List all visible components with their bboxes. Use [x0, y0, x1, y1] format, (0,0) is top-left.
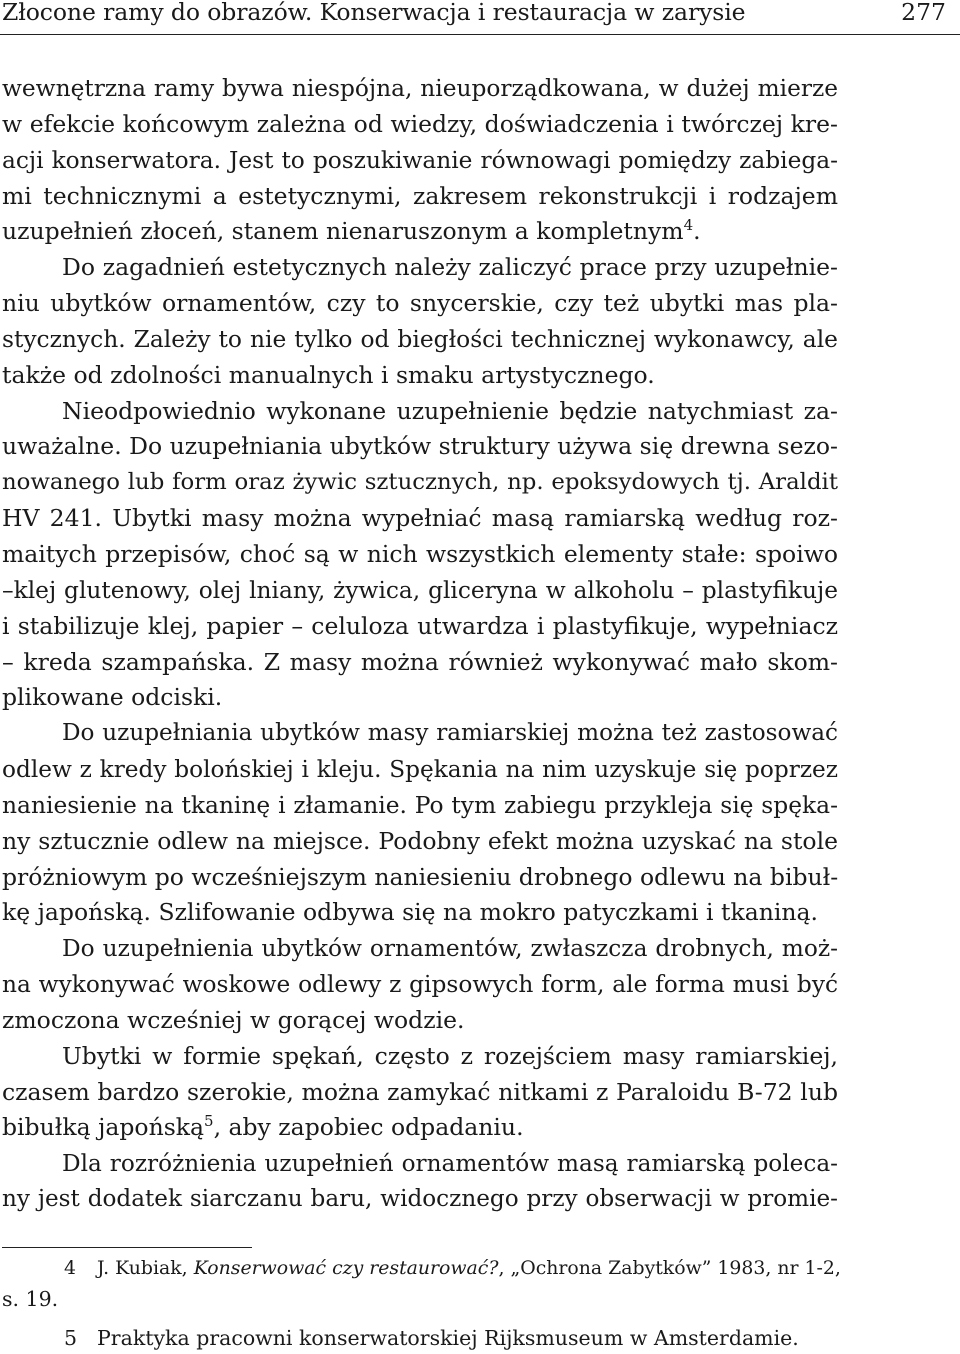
text-line: naniesienie na tkaninę i złamanie. Po tym zabiegu przykleja się spęka- — [2, 790, 838, 819]
text-line: mi technicznymi a estetycznymi, zakresem rekonstrukcji i rodzajem — [2, 181, 838, 210]
text-line: Ubytki w formie spękań, często z rozejściem masy ramiarskiej, — [62, 1041, 838, 1070]
text-line: nowanego lub form oraz żywic sztucznych, np. epoksydowych tj. Araldit — [2, 469, 838, 496]
text-line: odlew z kredy bolońskiej i kleju. Spękania na nim uzyskuje się poprzez — [2, 756, 838, 784]
footnote-4-continuation: s. 19. — [2, 1287, 59, 1311]
text-line: Do uzupełniania ubytków masy ramiarskiej można też zastosować — [62, 720, 838, 747]
text-line — [2, 1110, 838, 1146]
footnote-author: J. Kubiak, — [97, 1257, 194, 1279]
page-number: 277 — [901, 0, 946, 26]
text-line: HV 241. Ubytki masy można wypełniać masą ramiarską według roz- — [2, 504, 838, 533]
text-line: ny jest dodatek siarczanu baru, widocznego przy obserwacji w promie- — [2, 1186, 838, 1213]
text-line: czasem bardzo szerokie, można zamykać nitkami z Paraloidu B-72 lub — [2, 1077, 838, 1106]
body-text — [2, 71, 838, 1218]
footnote-source: , „Ochrona Zabytków” 1983, nr 1-2, — [498, 1257, 841, 1279]
text-line: uważalne. Do uzupełniania ubytków struktury używa się drewna sezo- — [2, 432, 838, 461]
footnote-title: Konserwować czy restaurować? — [193, 1257, 499, 1279]
running-title: Złocone ramy do obrazów. Konserwacja i restauracja w zarysie — [2, 0, 746, 26]
text-line: kę japońską. Szlifowanie odbywa się na mokro patyczkami i tkaniną. — [2, 898, 818, 927]
text-line — [2, 214, 838, 250]
text-line: wewnętrzna ramy bywa niespójna, nieuporządkowana, w dużej mierze — [2, 75, 838, 102]
text-line: Do zagadnień estetycznych należy zaliczyć prace przy uzupełnie- — [62, 253, 838, 282]
text-line: Dla rozróżnienia uzupełnień ornamentów masą ramiarską poleca- — [62, 1150, 838, 1178]
text-line: próżniowym po wcześniejszym naniesieniu drobnego odlewu na bibuł- — [2, 862, 839, 891]
line-text: uzupełnień złoceń, stanem nienaruszonym a kompletnym — [2, 217, 684, 246]
running-header — [0, 0, 960, 35]
footnote-text: Praktyka pracowni konserwatorskiej Rijksmuseum w Amsterdamie. — [97, 1326, 799, 1350]
text-line: acji konserwatora. Jest to poszukiwanie równowagi pomiędzy zabiega- — [2, 146, 838, 174]
text-line: w efekcie końcowym zależna od wiedzy, doświadczenia i twórczej kre- — [2, 109, 838, 138]
text-line: zmoczona wcześniej w gorącej wodzie. — [2, 1005, 465, 1034]
line-text-end: , aby zapobiec odpadaniu. — [213, 1113, 524, 1142]
text-line: na wykonywać woskowe odlewy z gipsowych form, ale forma musi być — [2, 971, 838, 999]
text-line: plikowane odciski. — [2, 683, 223, 712]
footnote-divider — [2, 1247, 252, 1248]
text-line: także od zdolności manualnych i smaku artystycznego. — [2, 360, 655, 389]
text-line: –klej glutenowy, olej lniany, żywica, gliceryna w alkoholu – plastyfikuje — [2, 576, 838, 604]
text-line: Nieodpowiednio wykonane uzupełnienie będzie natychmiast za- — [62, 396, 838, 425]
text-line: Do uzupełnienia ubytków ornamentów, zwłaszcza drobnych, moż- — [62, 935, 838, 963]
text-line: ny sztucznie odlew na miejsce. Podobny efekt można uzyskać na stole — [2, 826, 838, 855]
footnote-number: 5 — [64, 1326, 78, 1350]
text-line: maitych przepisów, choć są w nich wszystkich elementy stałe: spoiwo — [2, 539, 838, 568]
text-line: – kreda szampańska. Z masy można również wykonywać mało skom- — [2, 647, 838, 676]
text-line: niu ubytków ornamentów, czy to snycerskie, czy też ubytki mas pla- — [2, 289, 838, 318]
text-line: stycznych. Zależy to nie tylko od biegłości technicznej wykonawcy, ale — [2, 324, 838, 353]
footnote-ref-4[interactable]: 4 — [683, 216, 694, 235]
line-text: bibułką japońską — [2, 1113, 205, 1142]
text-line: i stabilizuje klej, papier – celuloza utwardza i plastyfikuje, wypełniacz — [2, 611, 838, 640]
footnote-4 — [2, 1253, 841, 1284]
footnote-ref-5[interactable]: 5 — [204, 1112, 214, 1131]
line-text-end: . — [693, 217, 701, 246]
footnote-number: 4 — [64, 1257, 76, 1279]
